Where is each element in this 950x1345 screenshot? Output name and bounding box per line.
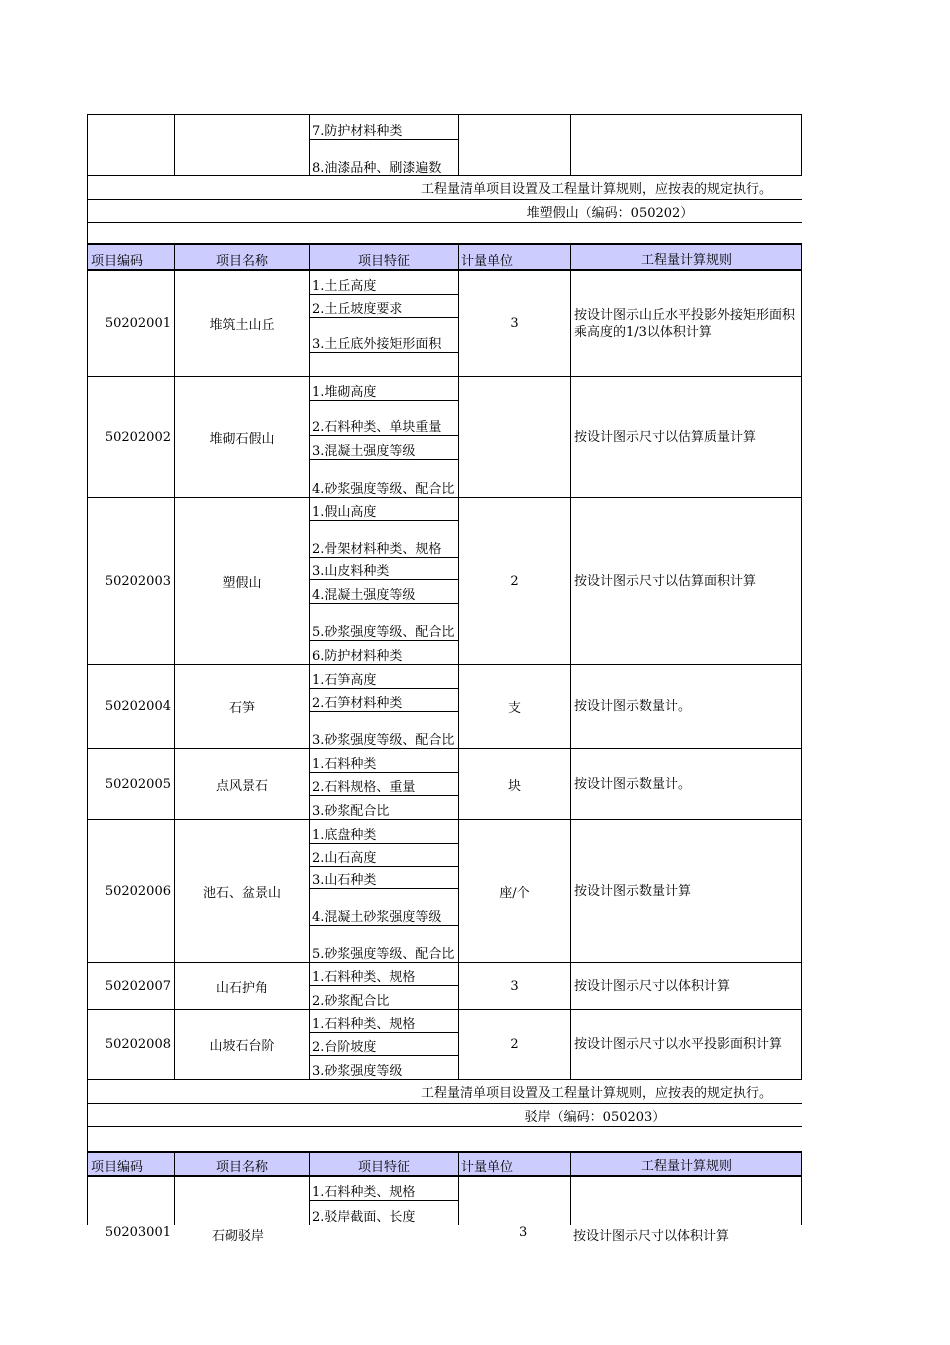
name-cell	[175, 1177, 310, 1225]
features-cell	[310, 1177, 459, 1225]
feature-line: 3.砂浆强度等级、配合比	[312, 733, 455, 748]
table-row	[87, 963, 802, 1010]
blank-row	[87, 1127, 802, 1153]
header-code: 项目编码	[88, 245, 175, 269]
header-unit: 计量单位	[459, 1153, 571, 1175]
unit-cell: 2	[459, 1010, 571, 1079]
unit-cell: 座/个	[459, 820, 571, 962]
unit-cell: 2	[459, 498, 571, 664]
table-row-partial	[87, 114, 802, 176]
header-rule: 工程量计算规则	[640, 1159, 732, 1174]
name-cell: 山坡石台阶	[175, 1010, 310, 1079]
header-name: 项目名称	[175, 1153, 310, 1175]
unit-cell: 3	[459, 271, 571, 376]
feature-line: 2.土丘坡度要求	[310, 295, 458, 318]
feature-line: 4.砂浆强度等级、配合比	[312, 482, 455, 497]
header-unit: 计量单位	[459, 245, 571, 269]
rule-cell: 按设计图示山丘水平投影外接矩形面积乘高度的1/3以体积计算	[574, 307, 796, 340]
rule-cell: 按设计图示尺寸以估算面积计算	[574, 573, 757, 589]
name-cell: 塑假山	[175, 498, 310, 664]
feature-line: 3.山皮料种类	[310, 558, 458, 580]
rule-cell: 按设计图示数量计。	[574, 776, 692, 792]
feature-line: 2.砂浆配合比	[312, 994, 390, 1009]
unit-cell	[459, 377, 571, 497]
header-rule: 工程量计算规则	[640, 253, 732, 268]
features-cell	[310, 749, 459, 819]
name-cell: 堆筑土山丘	[175, 271, 310, 376]
name-cell: 山石护角	[175, 963, 310, 1009]
unit-cell: 块	[459, 749, 571, 819]
note-row	[87, 176, 802, 200]
code-cell	[88, 115, 175, 175]
code-cell: 50202003	[88, 498, 175, 664]
code-text: 50203001	[104, 1225, 171, 1240]
spreadsheet	[87, 114, 802, 1244]
features-cell	[310, 963, 459, 1009]
feature-line	[310, 353, 458, 376]
feature-line: 1.石料种类、规格	[310, 1177, 458, 1201]
table-row	[87, 749, 802, 820]
code-cell	[88, 1177, 175, 1225]
rule-text: 按设计图示尺寸以体积计算	[573, 1229, 730, 1244]
table-row	[87, 665, 802, 749]
feature-line: 4.混凝土强度等级	[310, 580, 458, 604]
table-row-frame	[87, 1177, 802, 1225]
features-cell	[310, 115, 459, 175]
name-cell: 点风景石	[175, 749, 310, 819]
row-overflow	[87, 1225, 802, 1245]
rule-cell: 按设计图示数量计。	[574, 699, 692, 714]
rule-cell	[571, 115, 803, 175]
table-row	[87, 1177, 802, 1244]
section-title-row	[87, 1104, 802, 1127]
features-cell	[310, 377, 459, 497]
feature-line: 5.砂浆强度等级、配合比	[312, 947, 455, 962]
code-cell: 50202008	[88, 1010, 175, 1079]
note-text: 工程量清单项目设置及工程量计算规则，应按表的规定执行。	[420, 1086, 772, 1101]
feature-line: 1.土丘高度	[310, 271, 458, 295]
rule-cell: 按设计图示尺寸以水平投影面积计算	[574, 1037, 783, 1052]
rule-cell: 按设计图示尺寸以体积计算	[574, 978, 731, 994]
feature-line: 3.土丘底外接矩形面积	[310, 318, 458, 353]
rule-cell: 按设计图示数量计算	[574, 883, 692, 899]
code-cell: 50202004	[88, 665, 175, 748]
feature-line: 2.石料种类、单块重量	[310, 401, 458, 436]
unit-cell: 3	[459, 963, 571, 1009]
table-row	[87, 271, 802, 377]
unit-cell: 支	[459, 665, 571, 748]
features-cell	[310, 498, 459, 664]
unit-cell	[459, 115, 571, 175]
feature-line: 2.台阶坡度	[310, 1033, 458, 1056]
header-name: 项目名称	[175, 245, 310, 269]
feature-line: 1.底盘种类	[310, 820, 458, 844]
feature-line: 1.假山高度	[310, 498, 458, 521]
name-cell: 池石、盆景山	[175, 820, 310, 962]
feature-line: 4.混凝土砂浆强度等级	[310, 889, 458, 926]
feature-line: 8.油漆品种、刷漆遍数	[312, 161, 442, 176]
table-row	[87, 377, 802, 498]
note-text: 工程量清单项目设置及工程量计算规则，应按表的规定执行。	[420, 182, 772, 197]
feature-line: 3.混凝土强度等级	[310, 436, 458, 460]
table-header	[87, 1153, 802, 1177]
table-row	[87, 1010, 802, 1080]
table-row	[87, 498, 802, 665]
feature-line: 6.防护材料种类	[312, 649, 403, 664]
section-title: 堆塑假山（编码：050202）	[526, 205, 694, 221]
rule-cell: 按设计图示尺寸以估算质量计算	[574, 429, 757, 445]
blank-row	[87, 223, 802, 245]
name-text: 石砌驳岸	[212, 1229, 265, 1244]
note-row	[87, 1080, 802, 1104]
feature-line: 2.山石高度	[310, 844, 458, 867]
feature-line: 2.石笋材料种类	[310, 689, 458, 712]
table-row	[87, 820, 802, 963]
feature-line: 3.砂浆配合比	[312, 804, 390, 819]
rule-cell	[571, 1177, 803, 1225]
feature-line: 5.砂浆强度等级、配合比	[310, 604, 458, 641]
section-title-row	[87, 200, 802, 223]
features-cell	[310, 271, 459, 376]
unit-text: 3	[519, 1225, 528, 1240]
code-cell: 50202006	[88, 820, 175, 962]
features-cell	[310, 665, 459, 748]
feature-line: 3.砂浆强度等级	[312, 1064, 403, 1079]
code-cell: 50202001	[88, 271, 175, 376]
feature-line: 1.堆砌高度	[310, 377, 458, 401]
unit-cell	[459, 1177, 571, 1225]
name-cell	[175, 115, 310, 175]
table-header	[87, 245, 802, 271]
header-features: 项目特征	[310, 245, 459, 269]
code-cell: 50202002	[88, 377, 175, 497]
name-cell: 堆砌石假山	[175, 377, 310, 497]
header-features: 项目特征	[310, 1153, 459, 1175]
feature-line: 1.石料种类、规格	[310, 963, 458, 986]
code-cell: 50202007	[88, 963, 175, 1009]
feature-line: 7.防护材料种类	[310, 115, 458, 140]
code-cell: 50202005	[88, 749, 175, 819]
feature-line: 1.石料种类	[310, 749, 458, 773]
features-cell	[310, 820, 459, 962]
feature-line: 2.驳岸截面、长度	[312, 1210, 416, 1225]
header-code: 项目编码	[88, 1153, 175, 1175]
name-cell: 石笋	[175, 665, 310, 748]
feature-line: 2.石料规格、重量	[310, 773, 458, 796]
feature-line: 3.山石种类	[310, 867, 458, 889]
feature-line: 1.石笋高度	[310, 665, 458, 689]
features-cell	[310, 1010, 459, 1079]
feature-line: 1.石料种类、规格	[310, 1010, 458, 1033]
feature-line: 2.骨架材料种类、规格	[310, 521, 458, 558]
section-title: 驳岸（编码：050203）	[524, 1109, 666, 1125]
